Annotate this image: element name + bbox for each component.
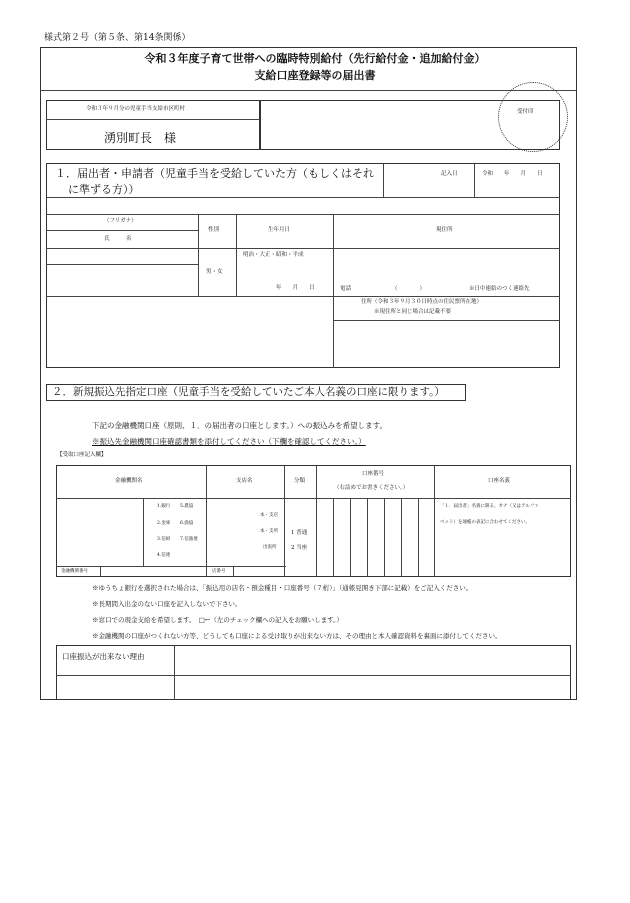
bank-type-option[interactable]: 6.漁協: [180, 521, 194, 526]
account-box-label: 【受取口座記入欄】: [57, 452, 107, 458]
bank-type-option[interactable]: 2.金庫: [157, 521, 171, 526]
bank-type-option[interactable]: 1.銀行: [157, 504, 171, 509]
resident-address-caption: 住所（令和３年９月３０日時点の住民票所在地）: [361, 299, 483, 305]
branch-header: 支店名: [236, 478, 253, 484]
note-item: ※長期間入出金のない口座を記入しないで下さい。: [92, 600, 242, 608]
branch-type-option[interactable]: 本・支店: [260, 513, 278, 518]
note-item: ※ゆうちょ銀行を選択された場合は、「振込用の店名・預金種目・口座番号（７桁）」（通帳見開き下部に記載）をご記入ください。: [92, 584, 473, 592]
branch-type-option[interactable]: 本・支所: [260, 529, 278, 534]
reason-field[interactable]: [175, 646, 570, 699]
phone-field[interactable]: （ ）: [392, 286, 426, 292]
branch-type-option[interactable]: 出張所: [263, 545, 277, 550]
account-number-sub: （右詰めでお書きください。）: [334, 485, 409, 491]
name-field[interactable]: [47, 265, 197, 295]
phone-label: 電話: [340, 286, 352, 292]
current-address-field[interactable]: [334, 249, 559, 279]
type-header: 分類: [294, 478, 306, 484]
resident-address-field[interactable]: [334, 321, 559, 367]
receipt-stamp-label: 受付印: [517, 109, 534, 115]
entry-date-field[interactable]: 令和 年 月 日: [482, 171, 543, 177]
era-options[interactable]: 明治・大正・昭和・平成: [243, 252, 304, 258]
bank-type-option[interactable]: 7.信漁連: [180, 537, 198, 542]
receipt-stamp-circle: [498, 82, 568, 152]
address-label: 現住所: [436, 227, 453, 233]
bank-type-option[interactable]: 4.信連: [157, 553, 171, 558]
section2-sentence1: 下記の金融機関口座（原則、１．の届出者の口座とします。）への振込みを希望します。: [92, 421, 388, 430]
bank-type-option[interactable]: 5.農協: [180, 504, 194, 509]
birthdate-units[interactable]: 年 月 日: [276, 285, 315, 291]
bank-code-label: 金融機関番号: [61, 569, 88, 574]
account-holder-header: 口座名義: [488, 478, 511, 484]
section1-heading-line1: １．届出者・申請者（児童手当を受給していた方（もしくはそれ: [55, 167, 374, 180]
name-label: 氏 名: [104, 236, 132, 242]
holder-note-line1: 「１．届出者」名義に限る。カナ（又はアルファ: [440, 504, 539, 509]
furigana-label: （フリガナ）: [104, 218, 137, 224]
bank-name-header: 金融機関名: [115, 478, 143, 484]
section2-heading: ２．新規振込先指定口座（児童手当を受給していたご本人名義の口座に限ります。）: [52, 386, 445, 398]
addressee: 湧別町長 様: [104, 131, 177, 145]
account-type-option[interactable]: 1 普通: [291, 530, 308, 536]
form-title-line1: 令和３年度子育て世帯への臨時特別給付（先行給付金・追加給付金）: [144, 52, 486, 65]
sex-label: 性別: [208, 227, 220, 233]
section1-heading-line2: に準ずる方））: [68, 183, 140, 196]
form-title-line2: 支給口座登録等の届出書: [254, 69, 376, 82]
account-type-option[interactable]: 2 当座: [291, 545, 308, 551]
note-item: ※窓口での現金支給を希望します。 □←（左のチェック欄への記入をお願いします。）: [92, 616, 343, 624]
furigana-field[interactable]: [47, 249, 197, 263]
birthdate-label: 生年月日: [268, 227, 291, 233]
municipality-caption: 令和３年９月分の児童手当支給市区町村: [86, 106, 186, 112]
section2-sentence2: ※振込先金融機関口座確認書類を添付してください（下欄を確認してください。）: [92, 437, 366, 446]
sex-options[interactable]: 男・女: [206, 269, 223, 275]
entry-date-label: 記入日: [441, 171, 458, 177]
reason-label: 口座振込が出来ない理由: [62, 652, 145, 661]
note-item: ※金融機関の口座がつくれない方等、どうしても口座による受け取りが出来ない方は、その理由と本人確認資料を裏面に添付してください。: [92, 632, 502, 640]
account-number-header: 口座番号: [362, 471, 385, 477]
phone-note: ※日中連絡のつく連絡先: [469, 286, 530, 292]
branch-code-label: 店番号: [212, 569, 226, 574]
holder-note-line2: ベット）を通帳の表記に合わせてください。: [440, 520, 530, 525]
bank-type-option[interactable]: 3.信組: [157, 537, 171, 542]
form-number: 様式第２号（第５条、第14条関係）: [44, 33, 191, 43]
resident-address-note: ※現住所と同じ場合は記載不要: [374, 309, 452, 315]
